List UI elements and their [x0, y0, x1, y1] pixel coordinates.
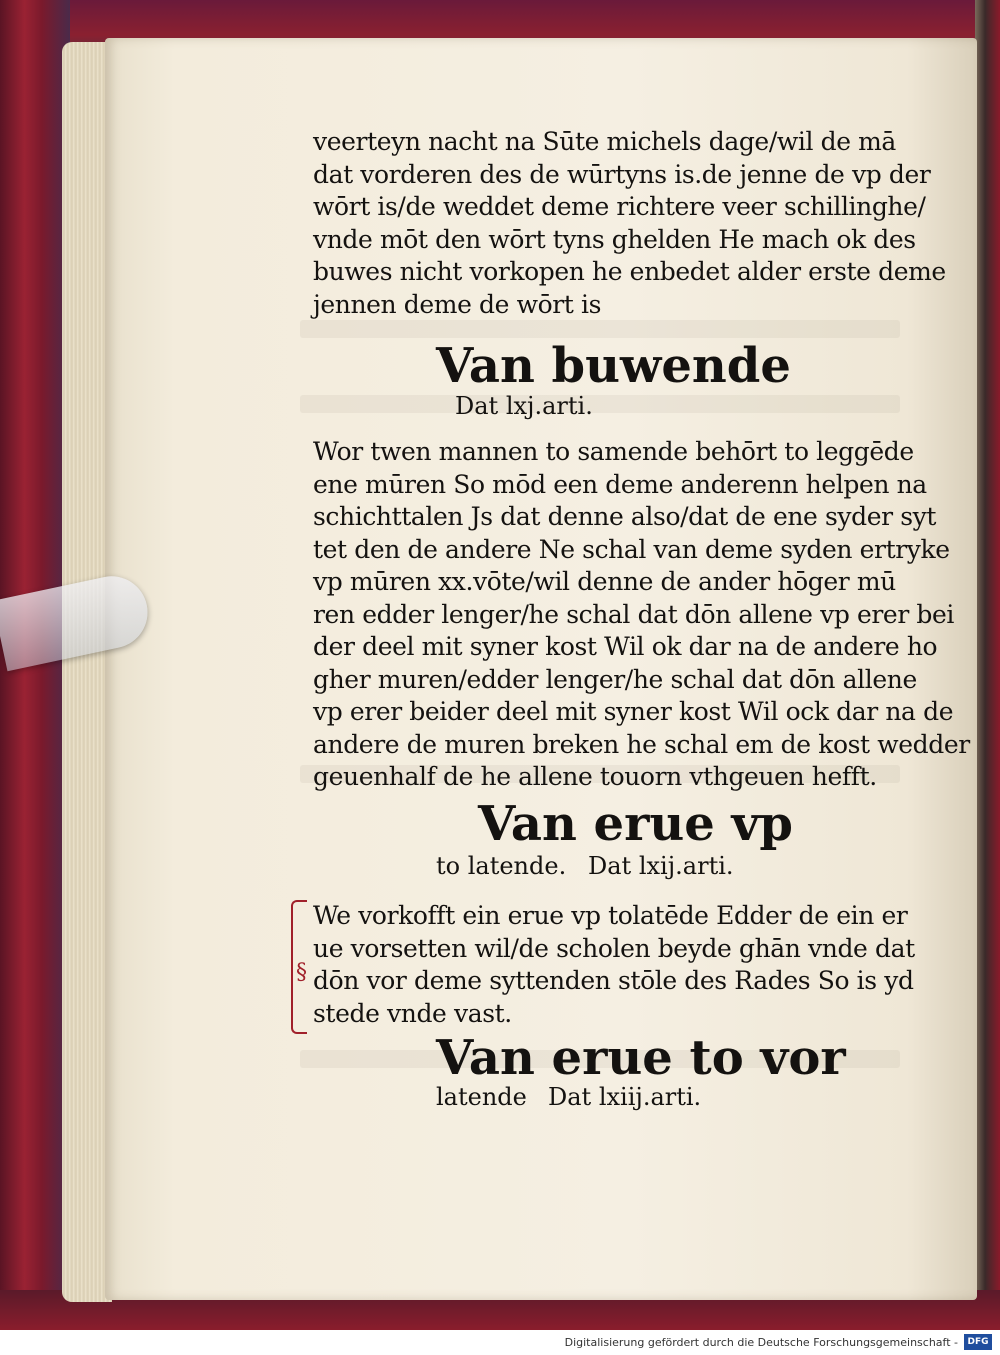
red-margin-mark: §: [296, 960, 307, 985]
text-line: jennen deme de wōrt is: [313, 289, 602, 319]
text-line: andere de muren breken he schal em de kost wedder: [313, 729, 970, 759]
text-line: Wor twen mannen to samende behōrt to leggēde: [313, 437, 914, 466]
show-through-text: [300, 395, 900, 413]
funding-credit: Digitalisierung gefördert durch die Deutsche Forschungsgemeinschaft -: [564, 1336, 958, 1349]
text-line: buwes nicht vorkopen he enbedet alder erste deme: [313, 257, 946, 286]
text-line: schichttalen Js dat denne also/dat de ene syder syt: [313, 502, 937, 531]
text-line: vnde mōt den wōrt tyns ghelden He mach ok des: [313, 224, 916, 254]
text-line: ue vorsetten wil/de scholen beyde ghān vnde dat: [313, 933, 915, 963]
section-paragraph: [313, 436, 970, 794]
section-heading-continued: to latende.: [436, 852, 567, 880]
text-line: gher muren/edder lenger/he schal dat dōn allene: [313, 664, 917, 694]
text-line: veerteyn nacht na Sūte michels dage/wil de mā: [313, 127, 896, 156]
text-line: geuenhalf de he allene touorn vthgeuen hefft.: [313, 762, 877, 791]
section-heading: Van erue vp: [478, 796, 793, 852]
article-number: Dat lxij.arti.: [588, 852, 734, 880]
section-heading-continued: latende: [436, 1083, 527, 1111]
text-line: We vorkofft ein erue vp tolatēde Edder de ein er: [313, 901, 908, 930]
text-line: ene mūren So mōd een deme anderenn helpen na: [313, 469, 927, 499]
text-line: stede vnde vast.: [313, 998, 512, 1028]
text-line: tet den de andere Ne schal van deme syden ertryke: [313, 534, 950, 564]
text-line: wōrt is/de weddet deme richtere veer schillinghe/: [313, 192, 926, 221]
text-line: dōn vor deme syttenden stōle des Rades So is yd: [313, 966, 914, 995]
section-heading: Van erue to vor: [436, 1030, 846, 1086]
intro-paragraph: [313, 126, 946, 321]
text-line: dat vorderen des de wūrtyns is.de jenne de vp der: [313, 159, 931, 189]
book-cover-right: [975, 0, 1000, 1330]
article-number: Dat lxj.arti.: [455, 392, 593, 420]
section-paragraph: [313, 900, 915, 1030]
section-heading: Van buwende: [436, 338, 791, 394]
text-line: der deel mit syner kost Wil ok dar na de andere ho: [313, 632, 938, 661]
article-number: Dat lxiij.arti.: [548, 1083, 702, 1111]
dfg-logo: DFG: [964, 1334, 992, 1350]
text-line: vp erer beider deel mit syner kost Wil ock dar na de: [313, 697, 954, 726]
text-line: vp mūren xx.vōte/wil denne de ander hōger mū: [313, 567, 896, 596]
show-through-text: [300, 320, 900, 338]
text-line: ren edder lenger/he schal dat dōn allene vp erer bei: [313, 599, 955, 629]
